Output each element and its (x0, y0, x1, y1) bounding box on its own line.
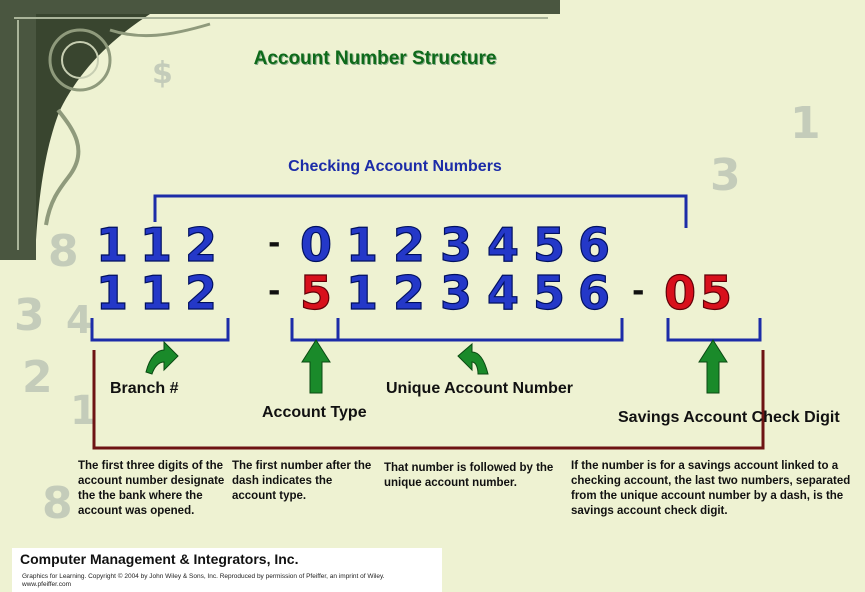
account-digit: 2 (393, 266, 426, 320)
branch-bracket (92, 318, 228, 340)
account-digit: 6 (578, 266, 611, 320)
bg-number: 8 (48, 226, 79, 277)
account-digit: 1 (346, 266, 379, 320)
account-digit: 5 (533, 218, 566, 272)
type-bracket (292, 318, 338, 340)
branch-digit: 1 (140, 218, 173, 272)
type-arrow (302, 340, 330, 393)
bg-number: 3 (14, 290, 45, 341)
account-digit: 3 (440, 266, 473, 320)
bg-number: 4 (66, 298, 93, 342)
bg-number: 3 (710, 150, 741, 201)
account-digit: 1 (346, 218, 379, 272)
unique-bracket (338, 318, 622, 340)
branch-digit: 1 (96, 218, 129, 272)
branch-arrow (146, 342, 178, 374)
check-arrow (699, 340, 727, 393)
account-digit: 6 (578, 218, 611, 272)
bg-dollar: $ (152, 56, 173, 91)
company-name: Computer Management & Integrators, Inc. (20, 551, 299, 567)
branch-label: Branch # (110, 380, 179, 397)
account-digit: 4 (487, 266, 520, 320)
check-digit: 0 (664, 266, 697, 320)
summary-bracket (94, 350, 763, 448)
copyright-text: Graphics for Learning. Copyright © 2004 by John Wiley & Sons, Inc. Reproduced by permission of Pfeiffer, an imprint of Wiley. (22, 573, 385, 580)
unique-description: That number is followed by the unique account number. (384, 462, 554, 489)
branch-digit: 2 (185, 218, 218, 272)
account-digit: 2 (393, 218, 426, 272)
type-description: The first number after the dash indicates the account type. (232, 460, 372, 502)
dash: - (268, 274, 281, 309)
dash: - (632, 274, 645, 309)
bg-number: 2 (22, 352, 53, 403)
footer (12, 548, 442, 592)
unique-account-label: Unique Account Number (386, 380, 573, 397)
bg-number: 8 (42, 478, 73, 529)
page-title: Account Number Structure (253, 48, 497, 69)
check-bracket (668, 318, 760, 340)
check-digit-label: Savings Account Check Digit (618, 409, 840, 426)
branch-digit: 1 (140, 266, 173, 320)
bg-number: 1 (70, 388, 98, 434)
checking-subtitle: Checking Account Numbers (288, 158, 502, 175)
account-digit: 3 (440, 218, 473, 272)
publisher-url: www.pfeiffer.com (22, 581, 72, 588)
account-digit: 4 (487, 218, 520, 272)
check-digit: 5 (700, 266, 733, 320)
bg-number: 1 (790, 98, 821, 149)
branch-description: The first three digits of the account number designate the the bank where the account was opened. (78, 460, 225, 517)
branch-digit: 2 (185, 266, 218, 320)
unique-arrow (458, 344, 488, 374)
account-type-digit: 5 (300, 266, 333, 320)
account-type-label: Account Type (262, 404, 367, 421)
branch-digit: 1 (96, 266, 129, 320)
account-digit: 0 (300, 218, 333, 272)
dash: - (268, 226, 281, 261)
check-description: If the number is for a savings account linked to a checking account, the last two numbers, separated from the unique account number by a dash, is the savings account check digit. (571, 460, 851, 517)
account-digit: 5 (533, 266, 566, 320)
